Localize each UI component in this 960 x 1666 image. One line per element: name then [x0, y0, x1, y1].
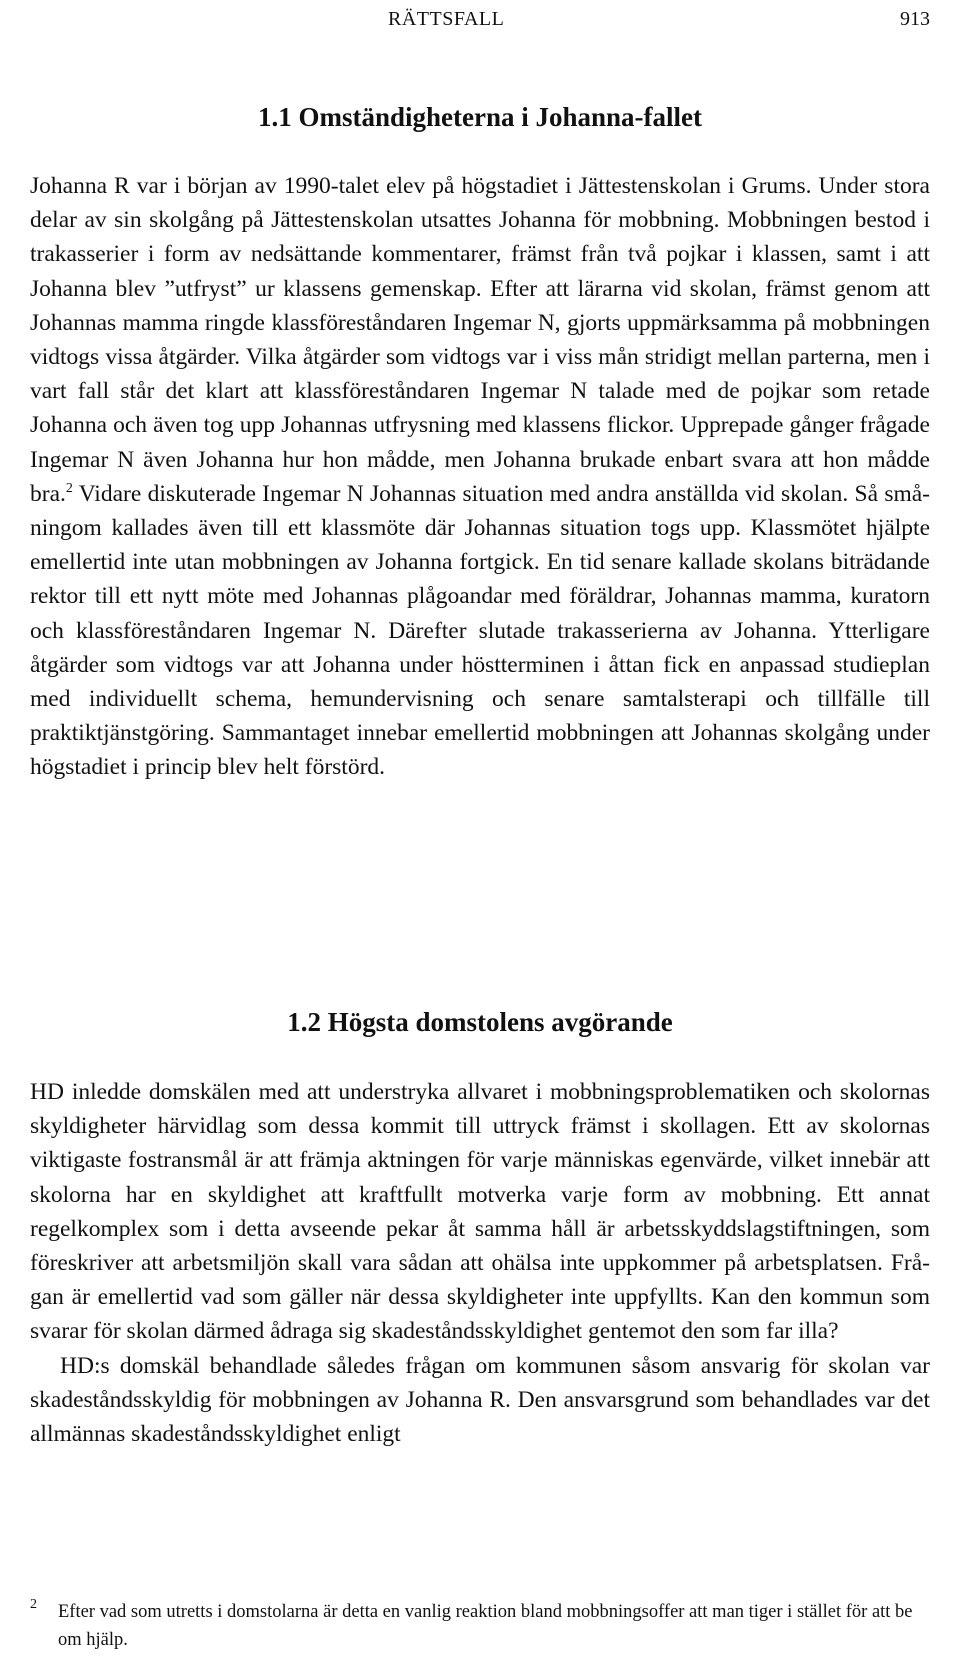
paragraph: HD:s domskäl behandlade således frågan om kommunen såsom ansvarig för skolan var skadeståndsskyldig för mobbningen av Johanna R. Den ansvarsgrund som behandlades var det allmännas skadeståndsskyldighet enligt: [30, 1352, 930, 1448]
section-heading-1-2: 1.2 Högsta domstolens avgörande: [287, 1007, 673, 1037]
document-page: [30, 0, 930, 1666]
paragraph-text: Vidare diskuterade Ingemar N Johannas situation med andra anställda vid skolan. Så småningom kallades även till ett klassmöte där Johannas situation togs upp. Klassmötet hjälpte emellertid inte utan mobbningen av Johanna fortgick. En tid senare kallade skolans biträdande rektor till ett nytt möte med Johannas plågoandar med föräldrar, Johannas mamma, kuratorn och klassföreståndaren Ingemar N. Därefter slutade trakasserierna av Johanna. Ytterligare åtgärder som vidtogs var att Johanna under höstterminen i åttan fick en anpassad studieplan med individuellt schema, hemundervisning och senare samtalsterapi och tillfälle till praktiktjänstgöring. Sammantaget innebar emellertid mobbningen att Johannas skolgång under högstadiet i princip blev helt förstörd.: [30, 480, 930, 781]
running-head: [30, 4, 930, 34]
running-head-title: RÄTTSFALL: [388, 8, 505, 30]
paragraph: HD inledde domskälen med att understryka allvaret i mobbningsproblematiken och skolornas skyldigheter härvidlag som dessa kommit till uttryck främst i skollagen. Ett av skolornas viktigaste fostransmål är att främja aktningen för varje människas egenvärde, vilket innebär att skolorna har en skyldighet att kraftfullt motverka varje form av mobbning. Ett annat regelkomplex som i detta avseende pekar åt samma håll är arbetsskyddslagstiftningen, som föreskriver att arbetsmiljön skall vara sådan att ohälsa inte uppkommer på arbetsplatsen. Frågan är emellertid vad som gäller när dessa skyldigheter inte uppfyllts. Kan den kommun som svarar för skolan därmed ådraga sig skadeståndsskyldighet gentemot den som far illa?: [30, 1079, 930, 1345]
paragraph-text: Johanna R var i början av 1990-talet elev på högstadiet i Jättestenskolan i Grums. Under stora delar av sin skolgång på Jättestenskolan utsattes Johanna för mobbning. Mobbningen bestod i trakasserier i form av nedsättande kommentarer, främst från två pojkar i klassen, samt i att Johanna blev ”utfryst” ur klassens gemenskap. Efter att lärarna vid skolan, främst genom att Johannas mamma ringde klassföreståndaren Ingemar N, gjorts uppmärksamma på mobbningen vidtogs vissa åtgärder. Vilka åtgärder som vidtogs var i viss mån stridigt mellan parterna, men i vart fall står det klart att klassföreståndaren Ingemar N talade med de pojkar som retade Johanna och även tog upp Johannas utfrysning med klassens flickor. Upprepade gånger frågade Ingemar N även Johanna hur hon mådde, men Johanna brukade enbart svara att hon mådde bra.: [30, 173, 930, 507]
section-1-1-body: [30, 169, 930, 785]
footnote-reference: 2: [65, 480, 73, 496]
section-1-2-body: [30, 1075, 930, 1451]
page-number: 913: [900, 8, 930, 30]
paragraph: [30, 169, 930, 785]
footnote: [30, 1598, 930, 1654]
footnote-number: 2: [30, 1597, 37, 1612]
section-heading-1-1: 1.1 Omständigheterna i Johanna-fallet: [257, 102, 702, 132]
footnote-text: Efter vad som utretts i domstolarna är detta en vanlig reaktion bland mobbningsoffer att man tiger i stället för att be om hjälp.: [58, 1602, 913, 1650]
